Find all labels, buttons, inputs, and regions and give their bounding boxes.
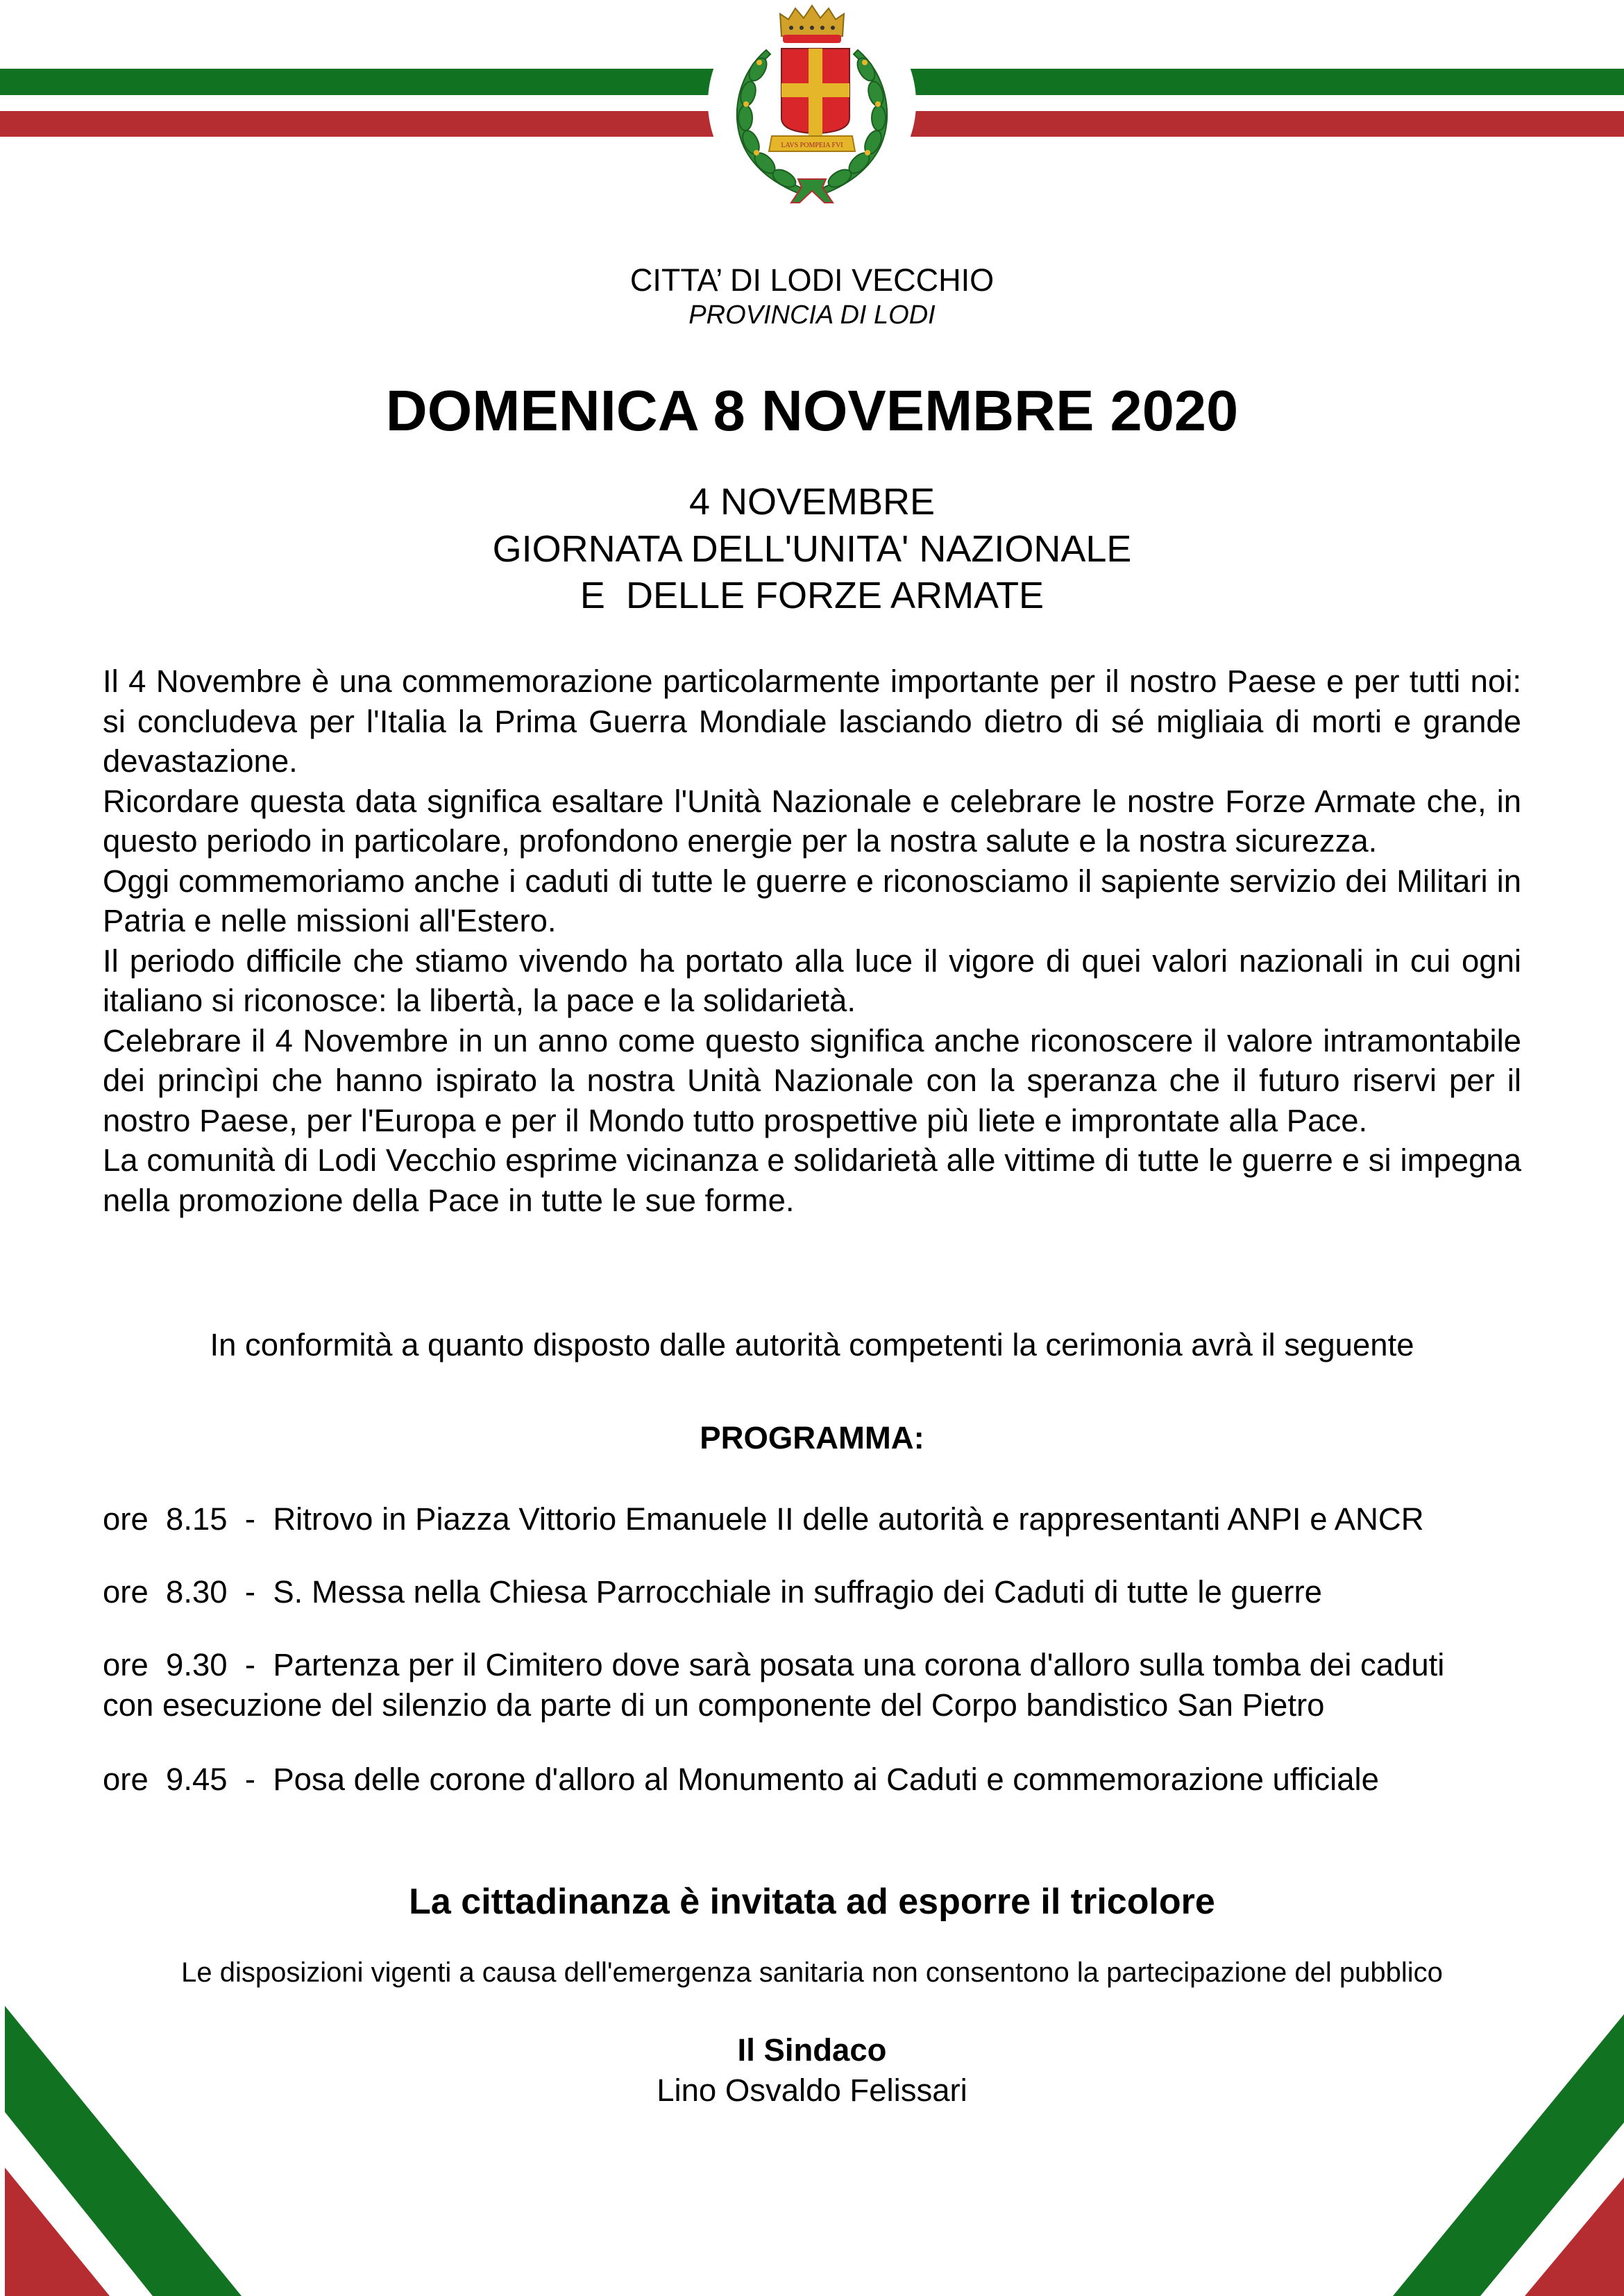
event-date-title: DOMENICA 8 NOVEMBRE 2020 bbox=[385, 378, 1239, 443]
program-time: ore 9.30 - bbox=[103, 1647, 273, 1682]
mayor-name: Lino Osvaldo Felissari bbox=[657, 2073, 967, 2108]
program-intro: In conformità a quanto disposto dalle autorità competenti la cerimonia avrà il seguente bbox=[210, 1327, 1414, 1362]
body-paragraph: Oggi commemoriamo anche i caduti di tutte le guerre e riconosciamo il sapiente servizio dei Militari in Patria e nelle missioni all'Estero. bbox=[103, 863, 1521, 938]
body-paragraph: Ricordare questa data significa esaltare l'Unità Nazionale e celebrare le nostre Forze Armate che, in questo periodo in particolare, profondono energie per la nostra salute e la nostra sicurezza. bbox=[103, 783, 1521, 859]
banner-red-stripe-left bbox=[0, 111, 715, 137]
banner-green-stripe-left bbox=[0, 69, 715, 95]
svg-text:LAVS POMPEIA FVI: LAVS POMPEIA FVI bbox=[781, 142, 843, 149]
body-paragraph: Il 4 Novembre è una commemorazione particolarmente importante per il nostro Paese e per tutti noi: si concludeva per l'Italia la Prima Guerra Mondiale lasciando dietro di sé migliaia di morti e grande devastazione. bbox=[103, 664, 1521, 779]
invitation-heading: La cittadinanza è invitata ad esporre il tricolore bbox=[409, 1882, 1215, 1922]
program-item bbox=[103, 1645, 1525, 1725]
program-item bbox=[103, 1572, 1525, 1612]
banner-green-stripe-right bbox=[908, 69, 1624, 95]
subtitle-line: E DELLE FORZE ARMATE bbox=[580, 575, 1044, 616]
subtitle-line: GIORNATA DELL'UNITA' NAZIONALE bbox=[492, 527, 1132, 570]
program-item bbox=[103, 1499, 1525, 1539]
body-text bbox=[103, 661, 1521, 1220]
program-text: S. Messa nella Chiesa Parrocchiale in suffragio dei Caduti di tutte le guerre bbox=[273, 1574, 1322, 1610]
program-text: Ritrovo in Piazza Vittorio Emanuele II delle autorità e rappresentanti ANPI e ANCR bbox=[273, 1501, 1424, 1537]
body-paragraph: La comunità di Lodi Vecchio esprime vicinanza e solidarietà alle vittime di tutte le guerre e si impegna nella promozione della Pace in tutte le sue forme. bbox=[103, 1142, 1521, 1218]
subtitle-line: 4 NOVEMBRE bbox=[688, 481, 936, 523]
body-paragraph: Celebrare il 4 Novembre in un anno come questo significa anche riconoscere il valore intramontabile dei princìpi che hanno ispirato la nostra Unità Nazionale con la speranza che il futuro riservi per il nostro Paese, per l'Europa e per il Mondo tutto prospettive più liete e improntate alla Pace. bbox=[103, 1022, 1521, 1138]
body-paragraph: Il periodo difficile che stiamo vivendo ha portato alla luce il vigore di quei valori nazionali in cui ogni italiano si riconosce: la libertà, la pace e la solidarietà. bbox=[103, 943, 1521, 1018]
program-text: Posa delle corone d'alloro al Monumento ai Caduti e commemorazione ufficiale bbox=[273, 1762, 1379, 1797]
program-item bbox=[103, 1759, 1525, 1800]
province-name: PROVINCIA DI LODI bbox=[688, 301, 936, 330]
banner-red-stripe-right bbox=[908, 111, 1624, 137]
program-time: ore 8.30 - bbox=[103, 1574, 273, 1610]
tricolor-banner bbox=[0, 0, 1624, 208]
motto-scroll-icon bbox=[769, 136, 855, 151]
program-text-continued: con esecuzione del silenzio da parte di un componente del Corpo bandistico San Pietro bbox=[103, 1687, 1325, 1723]
shield-icon bbox=[781, 49, 849, 139]
mayor-title: Il Sindaco bbox=[737, 2032, 887, 2068]
event-subtitle bbox=[0, 479, 1624, 620]
program-time: ore 9.45 - bbox=[103, 1762, 273, 1797]
program-title: PROGRAMMA: bbox=[700, 1420, 924, 1455]
city-name: CITTA’ DI LODI VECCHIO bbox=[629, 262, 995, 298]
program-time: ore 8.15 - bbox=[103, 1501, 273, 1537]
health-notice: Le disposizioni vigenti a causa dell'emergenza sanitaria non consentono la partecipazione del pubblico bbox=[181, 1957, 1443, 1988]
program-text: Partenza per il Cimitero dove sarà posata una corona d'alloro sulla tomba dei caduti bbox=[273, 1647, 1445, 1682]
